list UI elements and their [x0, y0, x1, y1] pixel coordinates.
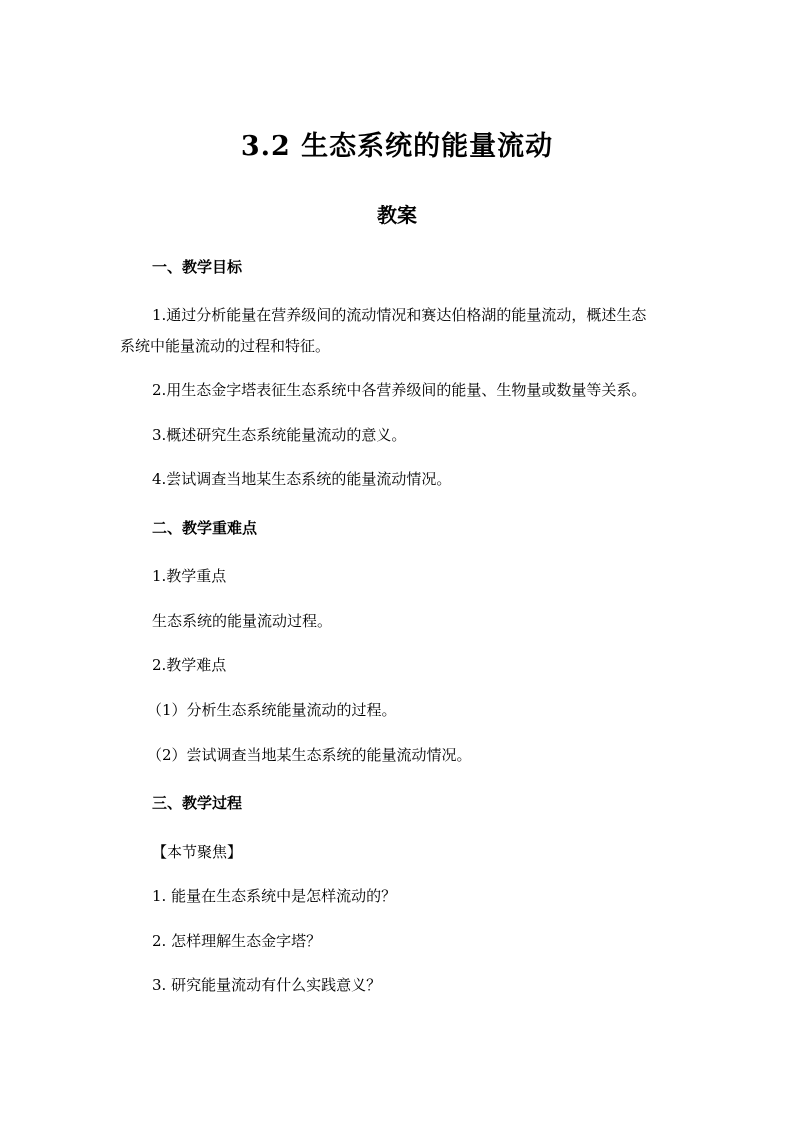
- difficult-point-1: （1）分析生态系统能量流动的过程。: [147, 701, 397, 719]
- focus-question-1: 1. 能量在生态系统中是怎样流动的？: [152, 887, 397, 905]
- goal-1-line-1: 1.通过分析能量在营养级间的流动情况和赛达伯格湖的能量流动，概述生态: [152, 306, 647, 324]
- goal-4: 4.尝试调查当地某生态系统的能量流动情况。: [152, 470, 452, 488]
- goal-1-line-2: 系统中能量流动的过程和特征。: [120, 337, 331, 355]
- key-point-text: 生态系统的能量流动过程。: [152, 612, 333, 630]
- section-heading-goals: 一、教学目标: [152, 258, 243, 276]
- document-title: 3.2 生态系统的能量流动: [240, 131, 554, 162]
- difficult-point-2: （2）尝试调查当地某生态系统的能量流动情况。: [147, 746, 472, 764]
- focus-question-3: 3. 研究能量流动有什么实践意义？: [152, 976, 382, 994]
- section-heading-key-points: 二、教学重难点: [152, 519, 258, 537]
- focus-label: 【本节聚焦】: [152, 843, 243, 861]
- focus-question-2: 2. 怎样理解生态金字塔？: [152, 932, 322, 950]
- key-point-label: 1.教学重点: [152, 567, 227, 585]
- section-heading-process: 三、教学过程: [152, 794, 243, 812]
- difficult-point-label: 2.教学难点: [152, 656, 227, 674]
- goal-3: 3.概述研究生态系统能量流动的意义。: [152, 426, 407, 444]
- document-subtitle: 教案: [377, 203, 417, 227]
- goal-2: 2.用生态金字塔表征生态系统中各营养级间的能量、生物量或数量等关系。: [152, 381, 647, 399]
